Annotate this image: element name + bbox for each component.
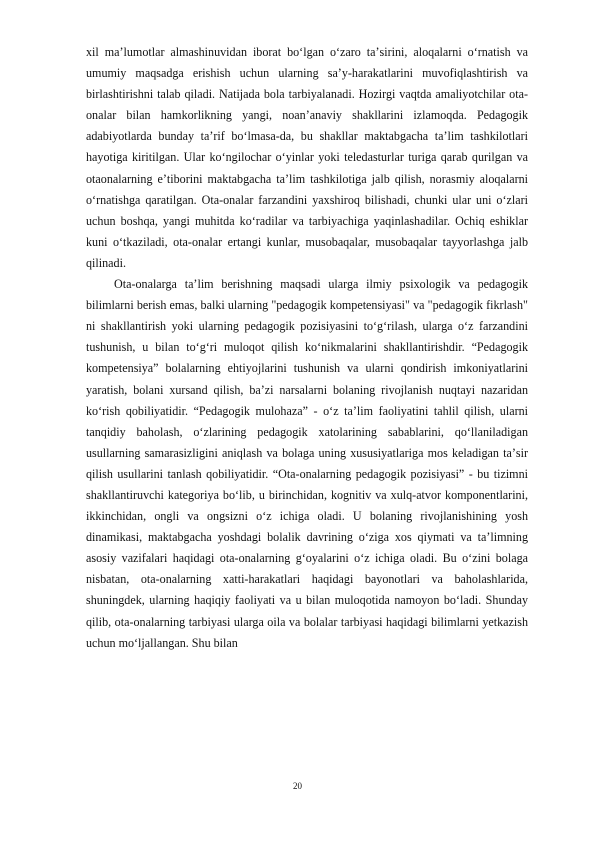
body-paragraph-2: Ota-onalarga taʼlim berishning maqsadi ularga ilmiy psixologik va pedagogik bilimlarni berish emas, balki ularning "pedagogik kompetensiyasi" va "pedagogik fikrlash" ni shakllantirish yoki ularning pedagogik pozisiyasini toʻgʻrilash, ularga oʻz farzandini tushunish, u bilan toʻgʻri muloqot qilish koʻnikmalarini shakllantirishdir. “Pedagogik kompetensiya” bolalarning ehtiyojlarini tushunish va ularni qondirish imkoniyatlarini yaratish, bolani xursand qilish, baʼzi narsalarni bolaning rivojlanish nuqtayi nazaridan koʻrish qobiliyatidir. “Pedagogik mulohaza” - oʻz taʼlim faoliyatini tahlil qilish, ularni tanqidiy baholash, oʻzlarining pedagogik xatolarining sabablarini, qoʻllaniladigan usullarning samarasizligini aniqlash va bolaga uning xususiyatlariga mos keladigan taʼsir qilish usullarini tanlash qobiliyatidir. “Ota-onalarning pedagogik pozisiyasi” - bu tizimni shakllantiruvchi kategoriya boʻlib, u birinchidan, kognitiv va xulq-atvor komponentlarini, ikkinchidan, ongli va ongsizni oʻz ichiga oladi. U bolaning rivojlanishining yosh dinamikasi, maktabgacha yoshdagi bolalik davrining oʻziga xos qiymati va taʼlimning asosiy vazifalari haqidagi ota-onalarning gʻoyalarini oʻz ichiga oladi. Bu oʻzini bolaga nisbatan, ota-onalarning xatti-harakatlari haqidagi bayonotlari va baholashlarida, shuningdek, ularning haqiqiy faoliyati va u bilan muloqotida namoyon boʻladi. Shunday qilib, ota-onalarning tarbiyasi ularga oila va bolalar tarbiyasi haqidagi bilimlarni yetkazish uchun moʻljallangan. Shu bilan — [86, 277, 528, 650]
document-page — [86, 42, 528, 654]
body-paragraph-1: xil maʼlumotlar almashinuvidan iborat boʻlgan oʻzaro taʼsirini, aloqalarni oʻrnatish va umumiy maqsadga erishish uchun ularning saʼy-harakatlarini muvofiqlashtirish va birlashtirishni talab qiladi. Natijada bola tarbiyalanadi. Hozirgi vaqtda amaliyotchilar ota-onalar bilan hamkorlikning yangi, noanʼanaviy shakllarini izlamoqda. Pedagogik adabiyotlarda bunday taʼrif boʻlmasa-da, bu shakllar maktabgacha taʼlim tashkilotlari hayotiga kiritilgan. Ular koʻngilochar oʻyinlar yoki teledasturlar turiga qarab qurilgan va otaonalarning eʼtiborini maktabgacha taʼlim tashkilotiga jalb qilish, norasmiy aloqalarni oʻrnatishga qaratilgan. Ota-onalar farzandini yaxshiroq bilishadi, chunki ular uni oʻzlari uchun boshqa, yangi muhitda koʻradilar va tarbiyachiga yaqinlashadilar. Ochiq eshiklar kuni oʻtkaziladi, ota-onalar ertangi kunlar, musobaqalar, musobaqalar tayyorlashga jalb qilinadi. — [86, 45, 528, 270]
page-number: 20 — [293, 781, 302, 791]
